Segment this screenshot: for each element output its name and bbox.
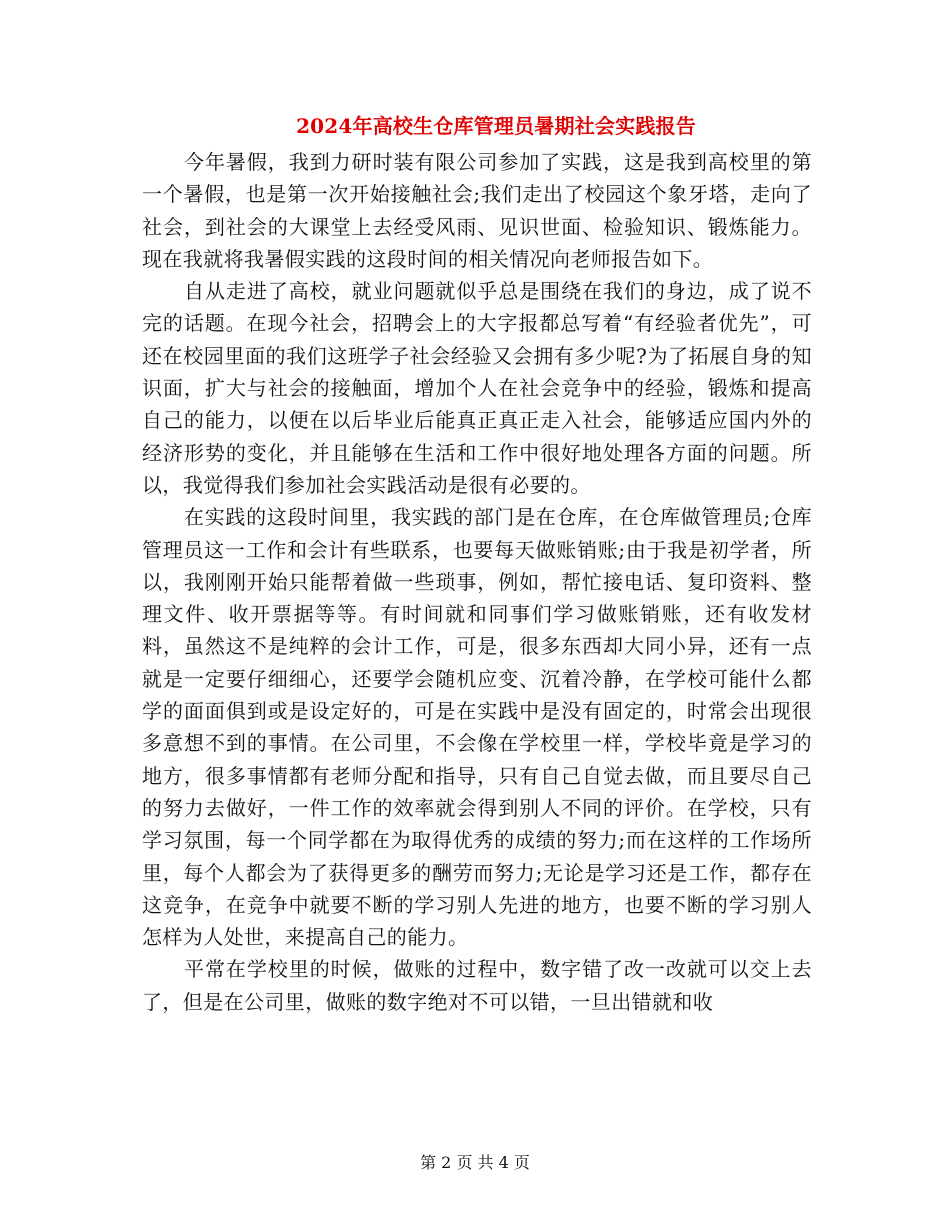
paragraph-3: 在实践的这段时间里，我实践的部门是在仓库，在仓库做管理员;仓库管理员这一工作和会计有些联系，也要每天做账销账;由于我是初学者，所以，我刚刚开始只能帮着做一些琐事，例如，帮忙接电话、复印资料、整理文件、收开票据等等。有时间就和同事们学习做账销账，还有收发材料，虽然这不是纯粹的会计工作，可是，很多东西却大同小异，还有一点就是一定要仔细细心，还要学会随机应变、沉着冷静，在学校可能什么都学的面面俱到或是设定好的，可是在实践中是没有固定的，时常会出现很多意想不到的事情。在公司里，不会像在学校里一样，学校毕竟是学习的地方，很多事情都有老师分配和指导，只有自己自觉去做，而且要尽自己的努力去做好，一件工作的效率就会得到别人不同的评价。在学校，只有学习氛围，每一个同学都在为取得优秀的成绩的努力;而在这样的工作场所里，每个人都会为了获得更多的酬劳而努力;无论是学习还是工作，都存在这竞争，在竞争中就要不断的学习别人先进的地方，也要不断的学习别人怎样为人处世，来提高自己的能力。 — [142, 505, 812, 950]
paragraph-2: 自从走进了高校，就业问题就似乎总是围绕在我们的身边，成了说不完的话题。在现今社会，招聘会上的大字报都总写着“有经验者优先”，可还在校园里面的我们这班学子社会经验又会拥有多少呢?为了拓展自身的知识面，扩大与社会的接触面，增加个人在社会竞争中的经验，锻炼和提高自己的能力，以便在以后毕业后能真正真正走入社会，能够适应国内外的经济形势的变化，并且能够在生活和工作中很好地处理各方面的问题。所以，我觉得我们参加社会实践活动是很有必要的。 — [142, 279, 812, 497]
page-footer: 第 2 页 共 4 页 — [420, 1153, 530, 1172]
paragraph-1: 今年暑假，我到力研时装有限公司参加了实践，这是我到高校里的第一个暑假，也是第一次开始接触社会;我们走出了校园这个象牙塔，走向了社会，到社会的大课堂上去经受风雨、见识世面、检验知识、锻炼能力。现在我就将我暑假实践的这段时间的相关情况向老师报告如下。 — [142, 150, 812, 271]
paragraph-4: 平常在学校里的时候，做账的过程中，数字错了改一改就可以交上去了，但是在公司里，做账的数字绝对不可以错，一旦出错就和收 — [142, 957, 812, 1014]
document-body — [142, 146, 812, 1018]
document-title: 2024年高校生仓库管理员暑期社会实践报告 — [296, 114, 696, 138]
